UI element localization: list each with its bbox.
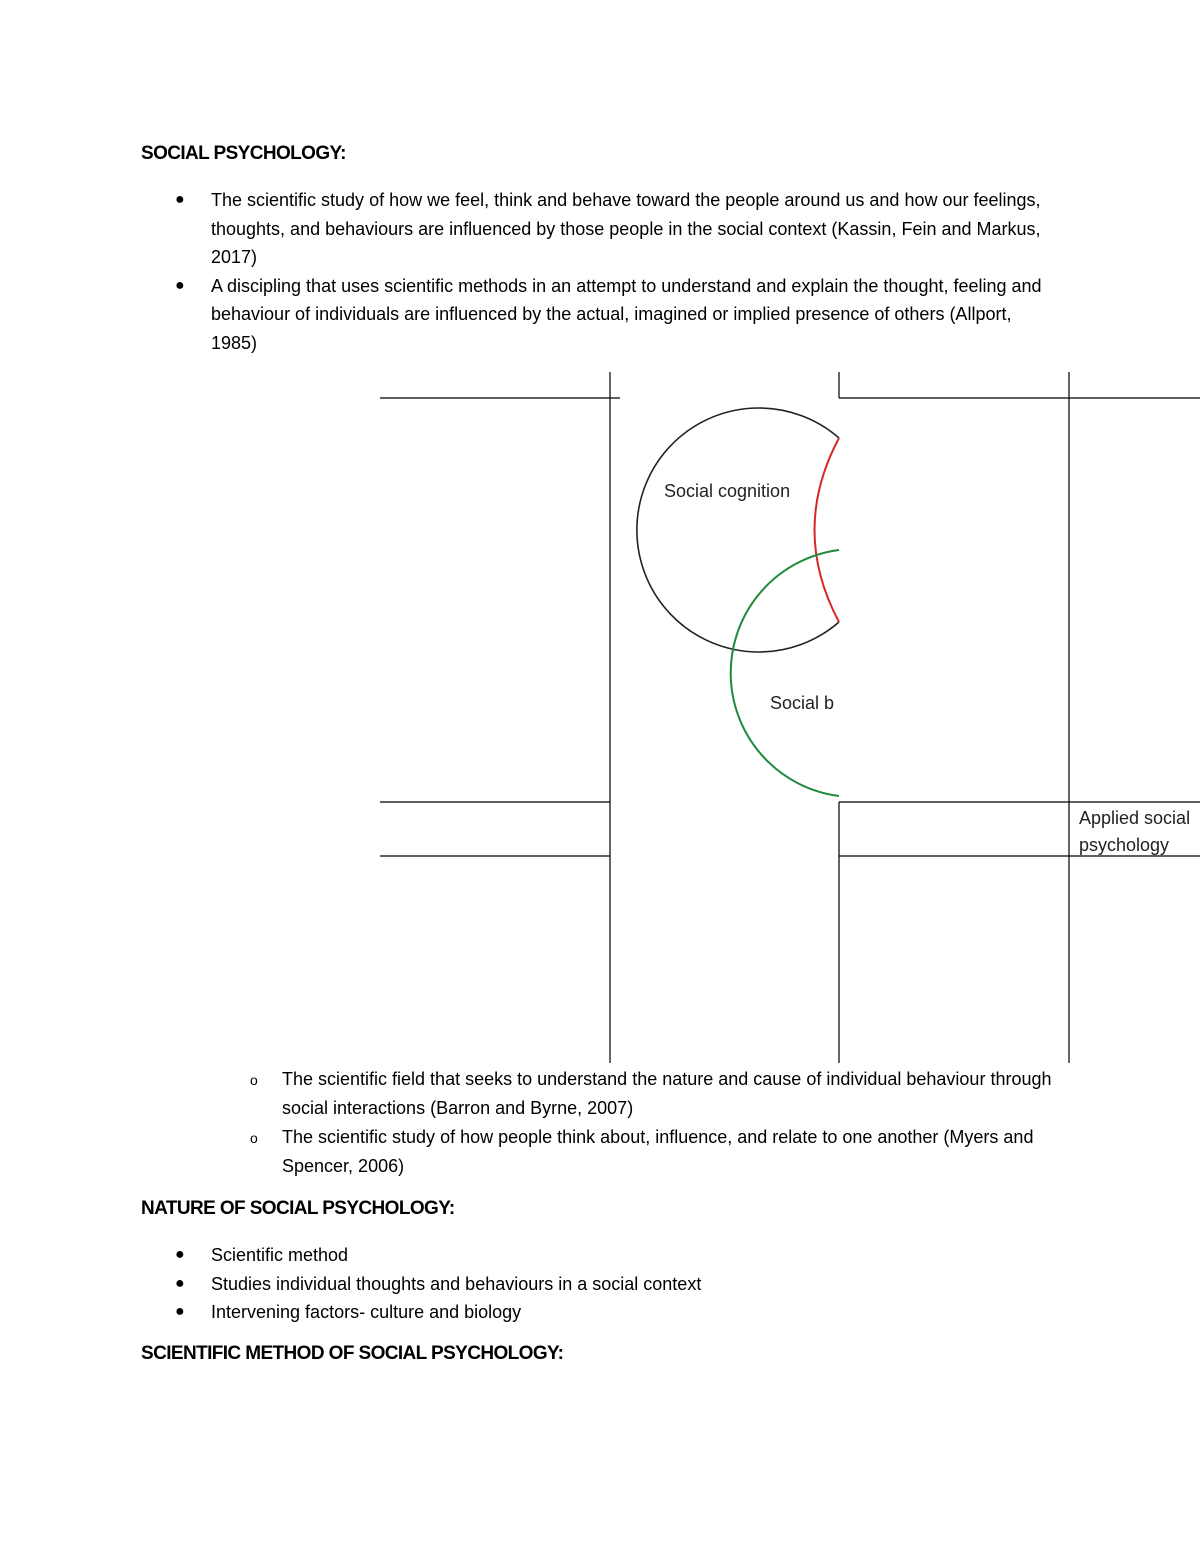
section-heading-scientific-method: SCIENTIFIC METHOD OF SOCIAL PSYCHOLOGY: bbox=[141, 1343, 564, 1364]
list-item-text: Intervening factors- culture and biology bbox=[211, 1302, 522, 1322]
bullet-icon: ● bbox=[175, 1246, 185, 1263]
circle-bullet-icon: o bbox=[250, 1072, 258, 1088]
nature-list bbox=[141, 1241, 1061, 1327]
social-behaviour-arc bbox=[731, 550, 839, 796]
list-item-text: Scientific method bbox=[211, 1245, 349, 1265]
applied-social-label: Applied social bbox=[1079, 808, 1191, 828]
bullet-icon: ● bbox=[175, 191, 185, 208]
list-item bbox=[141, 1298, 1061, 1327]
bullet-icon: ● bbox=[175, 1274, 185, 1292]
circle-bullet-icon: o bbox=[250, 1130, 258, 1146]
list-item-text: The scientific field that seeks to understand the nature and cause of individual behaviour through social interactions (Barron and Byrne, 2007) bbox=[282, 1069, 1052, 1118]
list-item-text: The scientific study of how we feel, think and behave toward the people around us and how our feelings, thoughts, and behaviours are influenced by those people in the social context (Kassin, Fein and Markus, 2017) bbox=[211, 190, 1041, 267]
bullet-icon: ● bbox=[175, 276, 185, 294]
list-item bbox=[141, 1241, 1061, 1270]
list-item bbox=[246, 1065, 1066, 1123]
applied-psychology-label: psychology bbox=[1079, 835, 1170, 855]
table-gridlines bbox=[380, 372, 1200, 1063]
sub-definition-list bbox=[246, 1065, 1066, 1181]
overlap-arc-red bbox=[815, 438, 840, 622]
social-behaviour-label: Social b bbox=[770, 693, 835, 713]
list-item-text: Studies individual thoughts and behaviours in a social context bbox=[211, 1273, 702, 1294]
list-item-text: The scientific study of how people think about, influence, and relate to one another (Myers and Spencer, 2006) bbox=[282, 1127, 1034, 1176]
list-item bbox=[141, 1270, 1061, 1299]
social-cognition-label: Social cognition bbox=[664, 481, 791, 501]
section-heading-nature: NATURE OF SOCIAL PSYCHOLOGY: bbox=[141, 1198, 455, 1219]
section-heading-social-psychology: SOCIAL PSYCHOLOGY: bbox=[141, 143, 346, 164]
social-cognition-circle bbox=[637, 408, 839, 652]
bullet-icon: ● bbox=[175, 1303, 185, 1320]
list-item-text: A discipling that uses scientific methods in an attempt to understand and explain the thought, feeling and behaviour of individuals are influenced by the actual, imagined or implied presence of others (Allport, 1985) bbox=[211, 275, 1042, 353]
list-item bbox=[246, 1123, 1066, 1181]
